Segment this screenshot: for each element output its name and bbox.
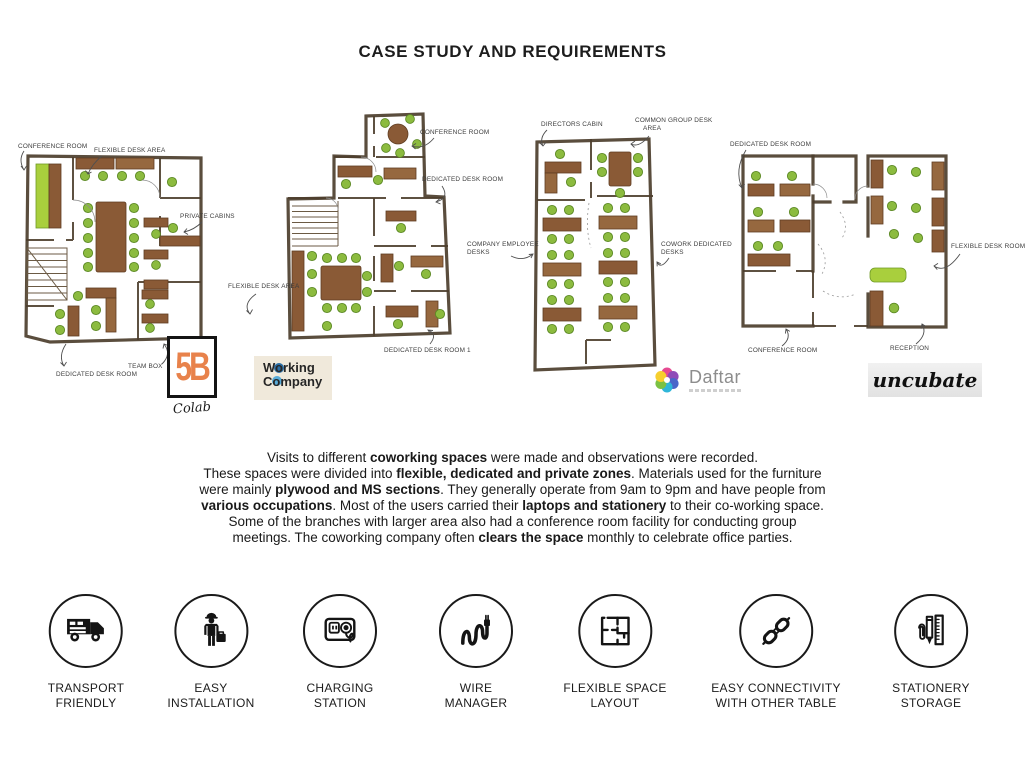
- paragraph-line: These spaces were divided into flexible, dedicated and private zones. Materials used for the furniture: [203, 465, 822, 481]
- floor-plan-daftar: [465, 98, 755, 403]
- wire-plug-icon: [454, 609, 498, 653]
- plan-label-common-group-1: COMMON GROUP DESK: [635, 117, 713, 124]
- feature-easy-installation: [167, 594, 254, 711]
- floor-plan-uncubate: [718, 126, 1025, 411]
- feature-label-line2: STATION: [313, 696, 367, 710]
- feature-charging-station: [303, 594, 377, 711]
- plan-label-cowork-dedicated-1: COWORK DEDICATED: [661, 241, 732, 248]
- feature-label-line2: WITH OTHER TABLE: [715, 696, 837, 710]
- charging-socket-icon: [318, 609, 362, 653]
- feature-circle: [739, 594, 813, 668]
- plan-label-conference-room: CONFERENCE ROOM: [748, 347, 818, 354]
- logo-working-line1: Working: [263, 360, 315, 375]
- feature-label-line1: FLEXIBLE SPACE: [563, 681, 667, 695]
- logo-working-line2: Company: [263, 374, 323, 389]
- paragraph-line: various occupations. Most of the users carried their laptops and stationery to their co-working space.: [201, 497, 824, 513]
- plan-label-company-employee-1: COMPANY EMPLOYEE: [467, 241, 539, 248]
- feature-label-line2: STORAGE: [900, 696, 962, 710]
- plan-label-reception: RECEPTION: [890, 345, 930, 352]
- plan-label-team-box: TEAM BOX: [128, 363, 163, 370]
- logo-colab-text: Colab: [172, 399, 212, 418]
- paragraph-line: Visits to different coworking spaces were made and observations were recorded.: [266, 450, 758, 465]
- page-title: CASE STUDY AND REQUIREMENTS: [358, 42, 667, 61]
- floor-plan-icon: [593, 609, 637, 653]
- features-row: [0, 594, 1025, 754]
- paragraph-line: Some of the branches with larger area also had a conference room facility for conducting group: [228, 513, 797, 529]
- plan-label-directors-cabin: DIRECTORS CABIN: [541, 121, 603, 128]
- plan-label-conference-room: CONFERENCE ROOM: [18, 143, 88, 150]
- plan-label-company-employee-2: DESKS: [467, 249, 490, 256]
- feature-label-line1: TRANSPORT: [47, 681, 125, 695]
- logo-daftar-text: Daftar: [689, 367, 742, 387]
- feature-label-line2: FRIENDLY: [55, 696, 117, 710]
- plan-label-conference-room: CONFERENCE ROOM: [420, 129, 490, 136]
- plan-label-flexible-desk-room: FLEXIBLE DESK ROOM: [951, 243, 1025, 250]
- feature-label-line2: INSTALLATION: [167, 696, 255, 710]
- stationery-icon: [909, 609, 953, 653]
- feature-circle: [303, 594, 377, 668]
- paragraph-line: meetings. The coworking company often clears the space monthly to celebrate office parties.: [232, 529, 793, 545]
- floor-plan-colab: [10, 138, 235, 430]
- plan-label-flexible-desk-area: FLEXIBLE DESK AREA: [94, 147, 166, 154]
- feature-circle: [894, 594, 968, 668]
- desk-rows-left: [543, 205, 581, 333]
- connector-icon: [754, 609, 798, 653]
- feature-circle: [49, 594, 123, 668]
- floor-plan-daftar-drawing: [465, 98, 755, 403]
- logo-uncubate-text: uncubate: [872, 368, 978, 392]
- plan-label-cowork-dedicated-2: DESKS: [661, 249, 684, 256]
- feature-flexible-space-layout: [563, 594, 666, 711]
- feature-circle: [439, 594, 513, 668]
- plan-label-dedicated-desk-room: DEDICATED DESK ROOM: [730, 141, 812, 148]
- plan-label-flexible-desk-area: FLEXIBLE DESK AREA: [228, 283, 300, 290]
- feature-circle: [174, 594, 248, 668]
- feature-label-line1: WIRE: [459, 681, 493, 695]
- case-study-paragraph: [123, 450, 903, 545]
- feature-label-line1: CHARGING: [306, 681, 374, 695]
- feature-label-line1: STATIONERY: [892, 681, 970, 695]
- plan-label-dedicated-desk-room: DEDICATED DESK ROOM: [56, 371, 138, 378]
- feature-label-line2: LAYOUT: [590, 696, 640, 710]
- feature-stationery-storage: [892, 594, 970, 711]
- feature-circle: [578, 594, 652, 668]
- desk-rows-right: [599, 203, 637, 331]
- daftar-pinwheel-icon: [651, 364, 683, 396]
- feature-transport-friendly: [48, 594, 125, 711]
- truck-icon: [64, 609, 108, 653]
- feature-label-line2: MANAGER: [444, 696, 508, 710]
- feature-wire-manager: [439, 594, 513, 711]
- logo-working-company: [254, 356, 332, 400]
- installer-icon: [189, 609, 233, 653]
- logo-5b-box: [167, 336, 217, 398]
- plan-label-private-cabins: PRIVATE CABINS: [180, 213, 235, 220]
- plan-label-common-group-2: AREA: [643, 125, 662, 132]
- plan-label-dedicated-desk-room: DEDICATED DESK ROOM: [422, 176, 504, 183]
- logo-5b-colab: [166, 336, 218, 416]
- feature-label-line1: EASY CONNECTIVITY: [711, 681, 841, 695]
- feature-easy-connectivity: [711, 594, 841, 711]
- logo-uncubate: [868, 363, 982, 397]
- paragraph-line: were mainly plywood and MS sections. They generally operate from 9am to 9pm and have people from: [199, 481, 826, 497]
- feature-label-line1: EASY: [194, 681, 228, 695]
- logo-5b-text: 5B: [175, 345, 209, 389]
- plan-label-dedicated-desk-room-1: DEDICATED DESK ROOM 1: [384, 347, 471, 354]
